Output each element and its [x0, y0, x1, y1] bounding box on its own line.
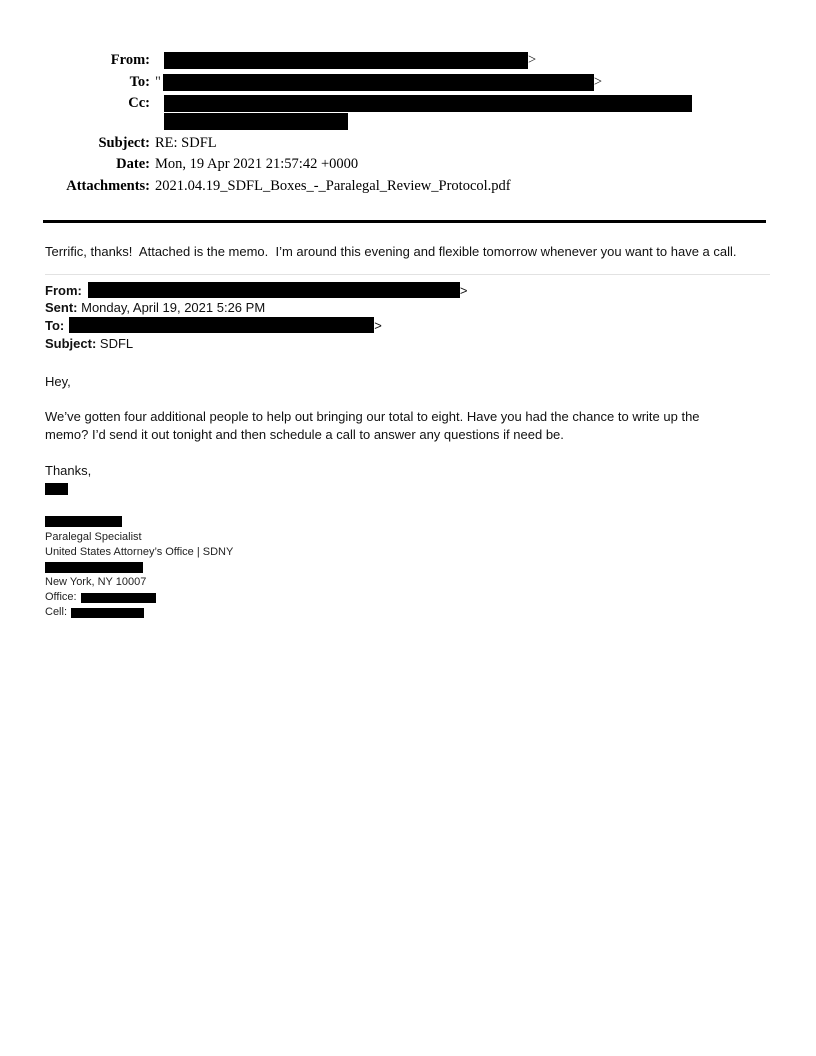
to-label: To:: [129, 73, 150, 90]
redaction-bar-cc-line2: [164, 113, 348, 130]
quoted-field-sent: [45, 299, 770, 317]
redaction-bar-quoted-to: [69, 317, 374, 333]
cc-label: Cc:: [128, 95, 150, 111]
mail-header: [45, 52, 770, 195]
date-value: Mon, 19 Apr 2021 21:57:42 +0000: [155, 156, 359, 172]
subject-label: Subject:: [98, 134, 150, 151]
header-field-to: [45, 74, 770, 91]
header-field-date: [45, 156, 770, 173]
quoted-body-paragraph: [45, 408, 770, 444]
header-field-cc: [45, 95, 770, 130]
attachments-value: 2021.04.19_SDFL_Boxes_-_Paralegal_Review_Protocol.pdf: [155, 177, 511, 194]
redaction-bar-quoted-from: [88, 282, 460, 298]
header-separator-rule: [43, 220, 766, 223]
quoted-message-separator: [45, 274, 770, 275]
quoted-from-label: From:: [45, 282, 82, 298]
quoted-to-label: To:: [45, 318, 65, 334]
header-field-subject: [45, 135, 770, 152]
quoted-subject-value: SDFL: [96, 335, 134, 351]
redaction-bar-sender-name: [45, 483, 68, 495]
attachments-label: Attachments:: [66, 177, 150, 194]
top-note-text: Terrific, thanks! Attached is the memo. I’m around this evening and flexible tomorrow whenever you want to have a call.: [45, 243, 737, 259]
redaction-bar-signature-name: [45, 516, 122, 527]
redaction-bar-cell-phone: [71, 608, 144, 618]
signature-office-row: [45, 590, 770, 605]
quoted-field-subject: [45, 335, 770, 353]
redaction-bar-from: [164, 52, 528, 69]
to-prefix: ": [155, 73, 161, 90]
quoted-body-line-2: memo? I’d send it out tonight and then schedule a call to answer any questions if need be.: [45, 427, 564, 443]
to-suffix: >: [593, 73, 603, 90]
header-field-from: [45, 52, 770, 69]
signature-title: Paralegal Specialist: [45, 531, 142, 544]
greeting-text: Hey,: [45, 373, 71, 389]
cell-label: Cell:: [45, 606, 68, 619]
closing-text: Thanks,: [45, 462, 92, 478]
subject-value: RE: SDFL: [155, 134, 217, 151]
office-label: Office:: [45, 591, 77, 604]
signature-org: United States Attorney’s Office | SDNY: [45, 546, 234, 559]
signature-block: [45, 515, 770, 620]
from-label: From:: [110, 52, 150, 68]
quoted-email-header: [45, 282, 770, 353]
redaction-bar-office-phone: [81, 593, 156, 603]
redaction-bar-cc-line1: [164, 95, 692, 112]
quoted-field-from: [45, 282, 770, 300]
header-field-attachments: [45, 178, 770, 195]
signature-city: New York, NY 10007: [45, 576, 147, 589]
redaction-bar-signature-address: [45, 562, 143, 573]
from-suffix: >: [528, 52, 537, 68]
quoted-sent-value: Monday, April 19, 2021 5:26 PM: [77, 300, 266, 316]
signature-cell-row: [45, 605, 770, 620]
quoted-subject-label: Subject:: [45, 335, 97, 351]
date-label: Date:: [116, 156, 150, 172]
redaction-bar-to: [163, 74, 594, 91]
quoted-body-line-1: We’ve gotten four additional people to help out bringing our total to eight. Have you had the chance to write up the: [45, 409, 700, 425]
quoted-from-suffix: >: [459, 282, 468, 298]
quoted-field-to: [45, 317, 770, 335]
quoted-sent-label: Sent:: [45, 300, 78, 316]
quoted-to-suffix: >: [374, 318, 382, 334]
